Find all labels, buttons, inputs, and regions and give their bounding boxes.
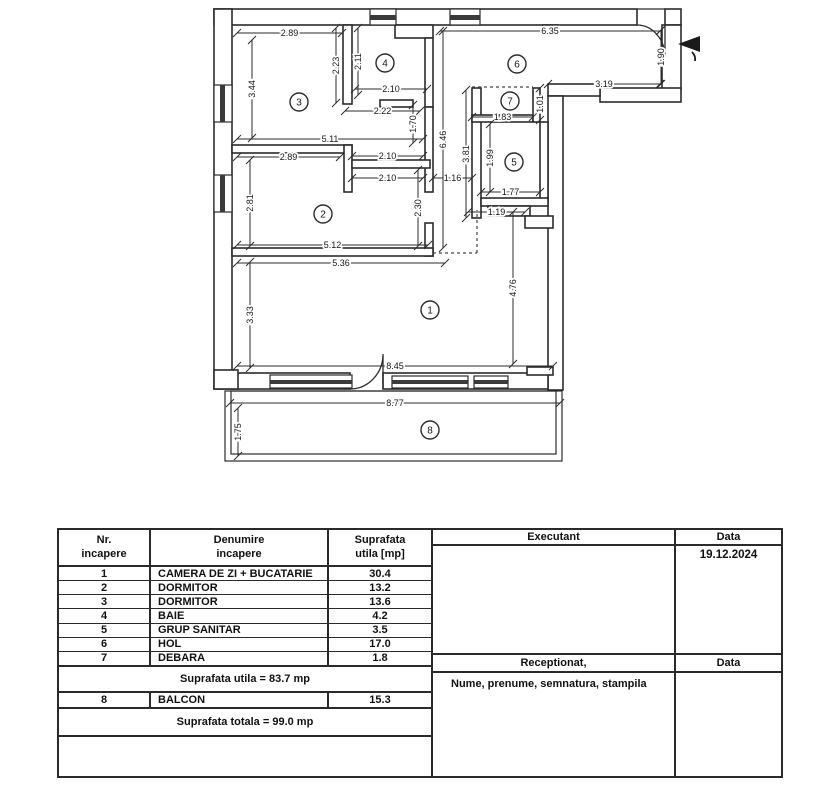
dimension-label: 3.33 [245,306,255,324]
room-area-cell: 4.2 [372,609,388,622]
room-name-cell: DORMITOR [151,595,329,608]
room-number-1 [421,301,439,319]
dimension-label: 6.46 [438,130,448,149]
header-nr: Nr. incapere [59,530,151,565]
room-area-cell: 1.8 [372,652,388,665]
dimension-label: 4.76 [508,279,518,297]
dimension-label: 3.19 [595,79,613,89]
room-number-cell: 6 [59,638,151,651]
dimension [408,101,418,147]
room-area-cell: 13.6 [369,595,391,608]
balcony-row [59,693,431,709]
dimension-label: 1.16 [443,173,462,183]
room-number-7 [501,92,519,110]
dimension-label: 2.23 [331,56,341,75]
empty-band [59,737,431,776]
room-name-cell: BALCON [151,693,329,707]
room-number-label: 6 [514,59,520,71]
dimension-label: 1.75 [233,423,243,441]
dimension-label: 2.10 [378,173,397,183]
total-row: Suprafata totala = 99.0 mp [59,709,431,737]
room-number-label: 4 [382,58,388,70]
dimension-label: 2.22 [373,106,392,116]
dimension-label: 1.01 [535,95,545,113]
dimension [247,36,257,142]
dimension [485,120,495,196]
table-header-row [59,530,431,567]
room-name-cell: BAIE [151,609,329,622]
dimension [461,86,471,222]
dimension [331,24,341,107]
room-number-3 [290,93,308,111]
dimension-label: 2.10 [382,84,400,94]
data-label-2: Data [716,657,741,669]
dimension-label: 1.19 [487,207,506,217]
subtotal-row: Suprafata utila = 83.7 mp [59,667,431,693]
room-rows [59,567,431,667]
dimension [245,156,255,250]
executant-header-row [433,530,781,546]
dimension [348,173,427,183]
dimension-label: 3.81 [461,145,471,163]
table-row [59,638,431,652]
executant-body-row [433,546,781,655]
dimension [226,398,564,408]
room-area-cell: 15.3 [369,694,391,706]
dimension-label: 2.89 [280,28,299,38]
room-number-cell: 8 [59,693,151,707]
dimension [438,27,448,252]
dimension [413,166,423,250]
room-number-label: 7 [507,96,513,108]
dimension-label: 5.36 [332,258,350,268]
receptionat-row [433,655,781,673]
room-area-cell: 17.0 [369,638,391,651]
dimension [233,404,243,460]
dimension [233,134,427,144]
dimension [508,208,518,368]
room-name-cell: DORMITOR [151,581,329,594]
room-area-cell: 13.2 [369,581,391,594]
dimension [351,84,431,94]
dimension [233,361,557,371]
entrance-arrow-tail [692,52,695,61]
dimension-label: 5.11 [321,134,339,144]
room-number-cell: 4 [59,609,151,622]
dimension [429,173,476,183]
table-row [59,624,431,638]
room-number-cell: 7 [59,652,151,665]
dimension-label: 1.83 [493,112,512,122]
table-row [59,595,431,609]
dimension-label: 2.11 [353,53,363,70]
dimension-label: 8.45 [386,361,404,371]
room-number-cell: 5 [59,624,151,637]
walls [214,9,681,390]
dimension [353,24,363,99]
room-area-table [57,528,433,778]
dimension-label: 1.90 [656,48,666,66]
room-number-label: 2 [320,209,326,221]
signature-note: Nume, prenume, semnatura, stampila [433,673,676,776]
dimension-label: 3.44 [247,80,257,98]
table-row [59,581,431,595]
table-row [59,609,431,623]
room-area-cell: 30.4 [369,567,391,580]
dimension-label: 2.30 [413,199,423,217]
room-number-2 [314,205,332,223]
signature-table [431,528,783,778]
room-name-cell: HOL [151,638,329,651]
room-number-6 [508,55,526,73]
room-name-cell: GRUP SANITAR [151,624,329,637]
dimension-label: 2.81 [245,194,255,212]
receptionat-date-area [676,673,781,776]
dimension-label: 5.12 [323,240,342,250]
executant-signature-area [433,546,676,653]
dimension-label: 6.35 [541,26,559,36]
dimension [436,26,664,36]
room-number-cell: 1 [59,567,151,580]
room-name-cell: DEBARA [151,652,329,665]
room-area-cell: 3.5 [372,624,388,637]
room-number-4 [376,54,394,72]
room-number-label: 8 [427,425,433,437]
room-number-cell: 2 [59,581,151,594]
dimension-label: 8.77 [386,398,404,408]
dimension-label: 1.99 [485,149,495,167]
dimension [233,28,346,38]
dimension [245,258,255,372]
dimension [233,258,449,268]
dimension-label: 2.10 [378,151,397,161]
room-number-label: 3 [296,97,302,109]
dimension-label: 2.89 [279,152,298,162]
room-number-label: 1 [427,305,433,317]
header-denumire: Denumire incapere [151,530,329,565]
room-number-label: 5 [511,157,517,169]
date-value: 19.12.2024 [699,549,758,561]
dimension-label: 1.70 [408,115,418,133]
header-suprafata: Suprafata utila [mp] [354,534,406,560]
data-label: Data [716,531,741,543]
executant-label: Executant [433,530,676,544]
room-name-cell: CAMERA DE ZI + BUCATARIE [151,567,329,580]
dimension-label: 1.77 [501,187,520,197]
room-number-5 [505,153,523,171]
room-number-cell: 3 [59,595,151,608]
table-row [59,652,431,665]
table-row [59,567,431,581]
signature-note-row [433,673,781,776]
receptionat-label: Receptionat, [433,655,676,671]
room-number-8 [421,421,439,439]
